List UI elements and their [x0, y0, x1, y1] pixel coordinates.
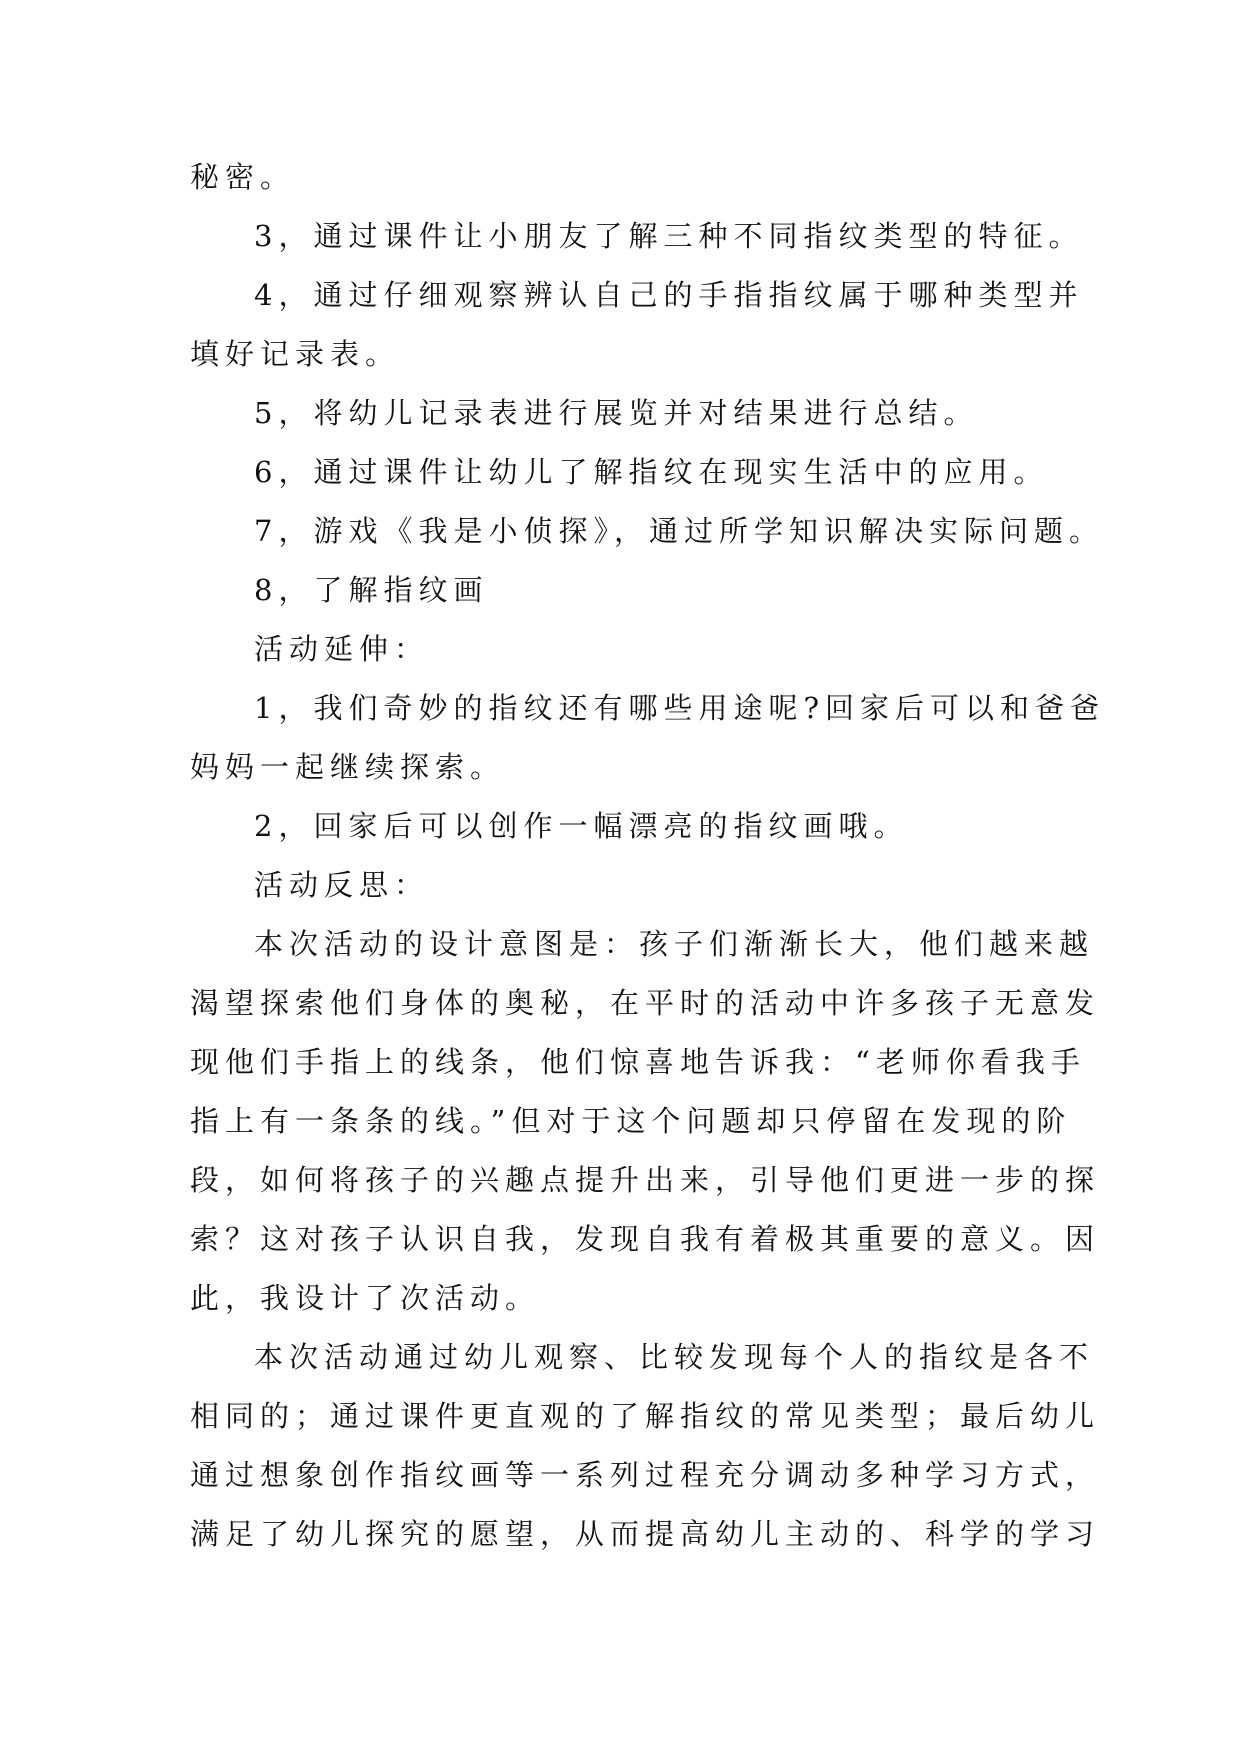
text-line: 填好记录表。: [190, 337, 401, 371]
text-line: 5，将幼儿记录表进行展览并对结果进行总结。: [254, 396, 979, 430]
text-line: 相同的；通过课件更直观的了解指纹的常见类型；最后幼儿: [190, 1399, 1101, 1433]
text-line: 段，如何将孩子的兴趣点提升出来，引导他们更进一步的探: [190, 1163, 1101, 1197]
text-line: 6，通过课件让幼儿了解指纹在现实生活中的应用。: [254, 455, 1049, 489]
text-line: 本次活动通过幼儿观察、比较发现每个人的指纹是各不: [254, 1340, 1095, 1374]
text-line: 此，我设计了次活动。: [190, 1281, 541, 1315]
text-line: 满足了幼儿探究的愿望，从而提高幼儿主动的、科学的学习: [190, 1517, 1101, 1551]
section-heading: 活动延伸：: [254, 632, 430, 666]
text-line: 妈妈一起继续探索。: [190, 750, 506, 784]
text-line: 通过想象创作指纹画等一系列过程充分调动多种学习方式，: [190, 1458, 1101, 1492]
text-line: 2，回家后可以创作一幅漂亮的指纹画哦。: [254, 809, 909, 843]
text-line: 4，通过仔细观察辨认自己的手指指纹属于哪种类型并: [254, 278, 1084, 312]
text-line: 指上有一条条的线。”但对于这个问题却只停留在发现的阶: [190, 1104, 1072, 1138]
section-heading: 活动反思：: [254, 868, 430, 902]
text-line: 3，通过课件让小朋友了解三种不同指纹类型的特征。: [254, 219, 1084, 253]
text-line: 索？这对孩子认识自我，发现自我有着极其重要的意义。因: [190, 1222, 1101, 1256]
text-line: 渴望探索他们身体的奥秘，在平时的活动中许多孩子无意发: [190, 986, 1101, 1020]
text-line: 现他们手指上的线条，他们惊喜地告诉我：“老师你看我手: [190, 1045, 1086, 1079]
document-body: [190, 148, 1105, 1564]
text-line: 7，游戏《我是小侦探》，通过所学知识解决实际问题。: [254, 514, 1104, 548]
text-line: 8，了解指纹画: [254, 573, 489, 607]
text-line: 秘密。: [190, 160, 296, 194]
text-line: 本次活动的设计意图是：孩子们渐渐长大，他们越来越: [254, 927, 1095, 961]
text-line: 1，我们奇妙的指纹还有哪些用途呢?回家后可以和爸爸: [254, 691, 1105, 725]
